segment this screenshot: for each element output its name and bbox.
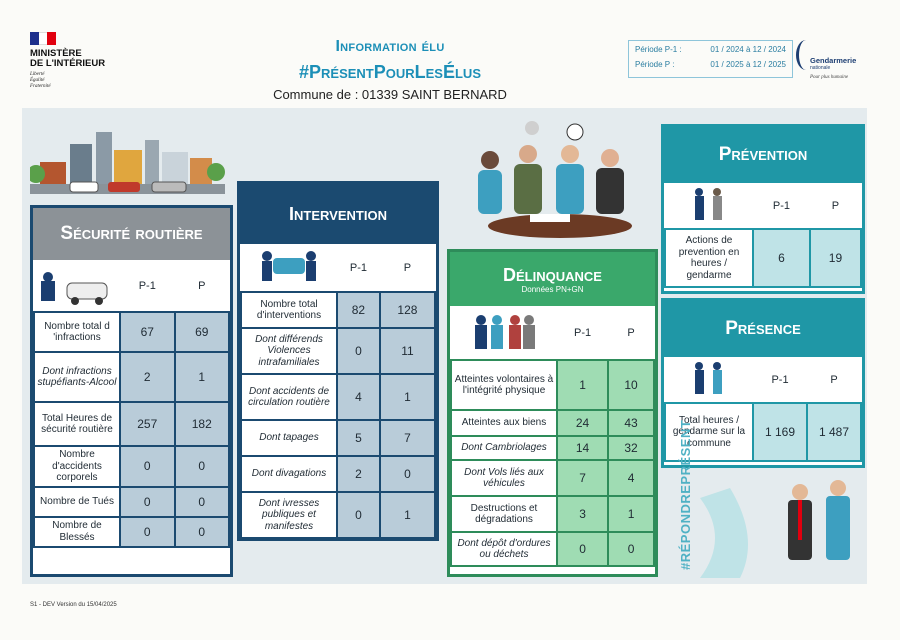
intervention-panel: [237, 181, 439, 541]
delinquance-icon: [451, 306, 557, 360]
presence-row-prev-value: 1 169: [753, 403, 807, 461]
intervention-row-prev-value: 4: [337, 374, 380, 420]
page-hashtag: #PrésentPourLesÉlus: [299, 62, 481, 82]
intervention-row: [241, 492, 435, 538]
intervention-row: [241, 292, 435, 328]
securite-col-cur: P: [198, 279, 206, 292]
intervention-row-label: Dont différends Violences intrafamiliales: [241, 328, 337, 374]
period-cur-value: 01 / 2025 à 12 / 2025: [710, 60, 786, 69]
period-cur-label: Période P :: [635, 60, 675, 69]
intervention-row: [241, 456, 435, 492]
intervention-row-cur-value: 7: [380, 420, 435, 456]
presence-title: Présence: [664, 301, 862, 357]
intervention-row-prev-value: 2: [337, 456, 380, 492]
delinquance-row-label: Dont dépôt d'ordures ou déchets: [451, 532, 557, 566]
delinquance-subtitle: Données PN+GN: [521, 285, 584, 294]
delinquance-row-label: Dont Cambriolages: [451, 436, 557, 460]
period-prev-label: Période P-1 :: [635, 45, 682, 54]
delinquance-row-prev-value: 3: [557, 496, 608, 532]
intervention-row-cur-value: 1: [380, 492, 435, 538]
delinquance-row-prev-value: 0: [557, 532, 608, 566]
delinquance-row-label: Destructions et dégradations: [451, 496, 557, 532]
presence-row-label: Total heures / gendarme sur la commune: [665, 403, 753, 461]
securite-row: [34, 487, 229, 517]
intervention-col-prev: P-1: [349, 261, 367, 274]
intervention-table: [240, 244, 436, 539]
gendarmerie-motto: Pour plus humaine: [810, 75, 849, 80]
intervention-row-cur-value: 1: [380, 374, 435, 420]
securite-row-prev-value: 0: [120, 446, 175, 487]
intervention-title: Intervention: [240, 184, 436, 244]
motto-egalite: Égalité: [30, 78, 45, 83]
delinquance-row-label: Dont Vols liés aux véhicules: [451, 460, 557, 496]
version-footer: S1 - DEV Version du 15/04/2025: [30, 602, 117, 608]
presence-col-prev: P-1: [771, 373, 789, 386]
prevention-row: [665, 229, 861, 287]
delinquance-row-cur-value: 1: [608, 496, 654, 532]
securite-routiere-panel: [30, 205, 233, 577]
securite-row-label: Total Heures de sécurité routière: [34, 402, 120, 446]
ministry-logo: [30, 32, 140, 90]
gendarmerie-logo: [796, 40, 864, 90]
intervention-row: [241, 328, 435, 374]
securite-row-prev-value: 2: [120, 352, 175, 402]
securite-row-prev-value: 67: [120, 312, 175, 352]
prevention-col-prev: P-1: [772, 199, 791, 212]
delinquance-row-cur-value: 4: [608, 460, 654, 496]
traffic-police-icon: [34, 260, 120, 312]
delinquance-row-label: Atteintes volontaires à l'intégrité physique: [451, 360, 557, 410]
presence-col-cur: P: [830, 373, 838, 386]
prevention-icon: [665, 183, 753, 229]
delinquance-row-label: Atteintes aux biens: [451, 410, 557, 436]
intervention-row-label: Dont tapages: [241, 420, 337, 456]
delinquance-row: [451, 410, 654, 436]
delinquance-row-cur-value: 32: [608, 436, 654, 460]
delinquance-row: [451, 360, 654, 410]
delinquance-col-prev: P-1: [574, 326, 592, 339]
motto-fraternite: Fraternité: [30, 84, 51, 89]
securite-title: Sécurité routière: [33, 208, 230, 260]
securite-row-label: Nombre d'accidents corporels: [34, 446, 120, 487]
delinquance-table: [450, 306, 655, 567]
securite-row-label: Nombre de Blessés: [34, 517, 120, 547]
delinquance-row-prev-value: 14: [557, 436, 608, 460]
prevention-row-label: Actions de prevention en heures / gendarme: [665, 229, 753, 287]
securite-col-prev: P-1: [138, 279, 156, 292]
delinquance-title: Délinquance: [503, 265, 602, 285]
intervention-row-label: Dont accidents de circulation routière: [241, 374, 337, 420]
delinquance-row-prev-value: 24: [557, 410, 608, 436]
delinquance-row-prev-value: 1: [557, 360, 608, 410]
securite-row-cur-value: 1: [175, 352, 230, 402]
delinquance-col-cur: P: [627, 326, 635, 339]
intervention-row: [241, 374, 435, 420]
delinquance-row: [451, 460, 654, 496]
presence-row-cur-value: 1 487: [807, 403, 861, 461]
presence-icon: [665, 357, 753, 403]
intervention-row-cur-value: 0: [380, 456, 435, 492]
french-flag-icon: [30, 32, 56, 45]
securite-row: [34, 402, 229, 446]
period-prev-value: 01 / 2024 à 12 / 2024: [710, 45, 786, 54]
securite-row: [34, 446, 229, 487]
securite-row-label: Nombre de Tués: [34, 487, 120, 517]
intervention-row-label: Dont divagations: [241, 456, 337, 492]
delinquance-panel: [447, 249, 658, 577]
prevention-table: [664, 183, 862, 288]
delinquance-row: [451, 436, 654, 460]
page-title: Information élu: [335, 38, 445, 55]
securite-row-cur-value: 0: [175, 446, 230, 487]
intervention-col-cur: P: [403, 261, 412, 274]
presence-table: [664, 357, 862, 462]
intervention-icon: [241, 244, 337, 292]
presence-row: [665, 403, 861, 461]
campaign-hashtag: #RÉPONDREPRÉSENT: [678, 419, 693, 570]
securite-row-cur-value: 182: [175, 402, 230, 446]
securite-row-cur-value: 0: [175, 487, 230, 517]
delinquance-row-cur-value: 0: [608, 532, 654, 566]
intervention-row-prev-value: 0: [337, 492, 380, 538]
city-illustration-icon: [30, 122, 225, 202]
meeting-illustration-icon: [470, 118, 650, 243]
securite-row-label: Nombre total d 'infractions: [34, 312, 120, 352]
securite-row: [34, 352, 229, 402]
gendarmerie-sub: nationale: [810, 65, 831, 71]
delinquance-row-cur-value: 10: [608, 360, 654, 410]
intervention-row-prev-value: 0: [337, 328, 380, 374]
delinquance-row: [451, 496, 654, 532]
securite-row-prev-value: 0: [120, 487, 175, 517]
ministry-name-line1: MINISTÈRE: [30, 48, 82, 59]
delinquance-row-cur-value: 43: [608, 410, 654, 436]
prevention-row-cur-value: 19: [810, 229, 861, 287]
intervention-row-prev-value: 82: [337, 292, 380, 328]
intervention-row-label: Nombre total d'interventions: [241, 292, 337, 328]
intervention-row-prev-value: 5: [337, 420, 380, 456]
ministry-name-line2: DE L'INTÉRIEUR: [30, 58, 106, 69]
securite-row-cur-value: 69: [175, 312, 230, 352]
commune-label: Commune de : 01339 SAINT BERNARD: [273, 87, 507, 102]
prevention-title: Prévention: [664, 127, 862, 183]
intervention-row-cur-value: 128: [380, 292, 435, 328]
securite-row: [34, 517, 229, 547]
securite-row-label: Dont infractions stupéfiants-Alcool: [34, 352, 120, 402]
intervention-row-cur-value: 11: [380, 328, 435, 374]
gendarmerie-name: Gendarmerie: [810, 56, 857, 65]
prevention-col-cur: P: [831, 199, 840, 212]
intervention-row: [241, 420, 435, 456]
mayor-gendarme-illustration-icon: [700, 478, 860, 578]
gendarmerie-arc-icon: [796, 40, 816, 70]
securite-row-prev-value: 0: [120, 517, 175, 547]
securite-row: [34, 312, 229, 352]
securite-row-cur-value: 0: [175, 517, 230, 547]
prevention-row-prev-value: 6: [753, 229, 810, 287]
motto-liberte: Liberté: [30, 72, 45, 77]
securite-table: [33, 260, 230, 548]
period-box: [628, 40, 793, 78]
securite-row-prev-value: 257: [120, 402, 175, 446]
delinquance-row: [451, 532, 654, 566]
delinquance-row-prev-value: 7: [557, 460, 608, 496]
prevention-panel: [661, 124, 865, 294]
intervention-row-label: Dont ivresses publiques et manifestes: [241, 492, 337, 538]
